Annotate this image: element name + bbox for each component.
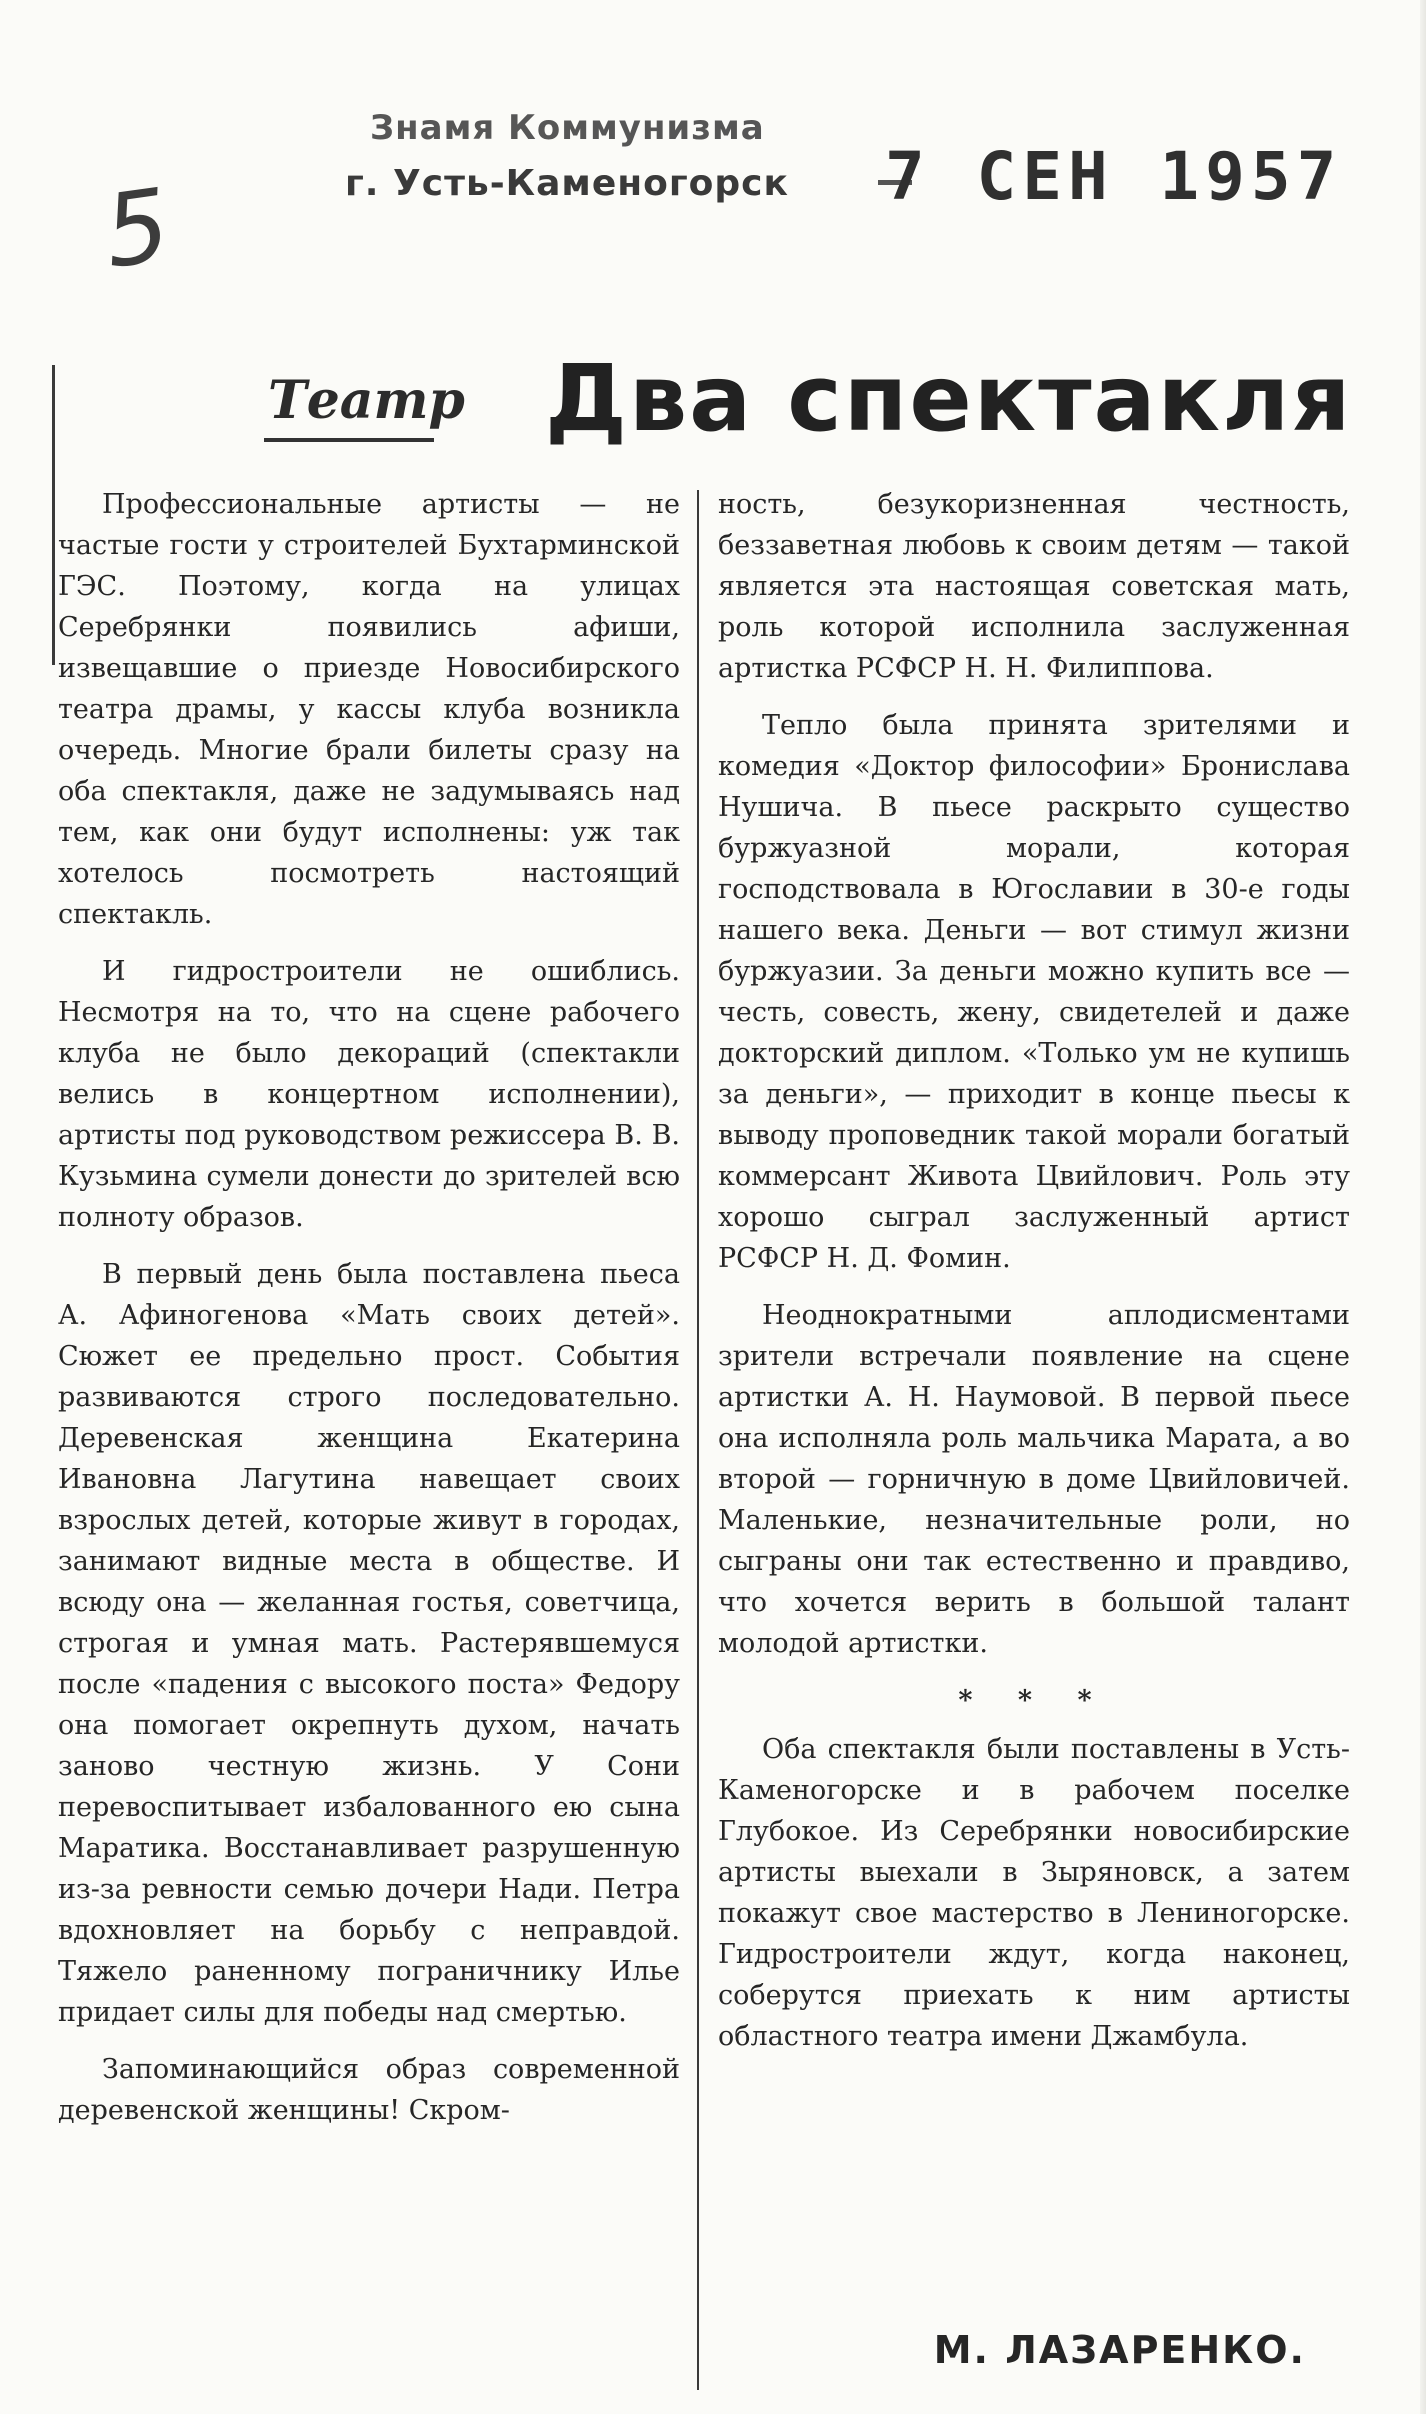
paragraph: Профессиональные артисты — не частые гости у строителей Бухтарминской ГЭС. Поэтому, когда на улицах Серебрянки появились афиши, извещавшие о приезде Новосибирского театра драмы, у кассы клуба возникла очередь. Многие брали билеты сразу на оба спектакля, даже не задумываясь над тем, как они будут исполнены: уж так хотелось посмотреть настоящий спектакль. [58,489,680,930]
rubric-label: Театр [268,370,465,431]
column-divider [697,490,699,2390]
page-edge [1420,0,1426,2414]
section-separator: * * * [958,1685,1110,1716]
left-margin-rule [52,365,55,665]
newspaper-name-stamp: Знамя Коммунизма [370,108,765,148]
date-stamp: 7 СЕН 1957 [885,138,1343,215]
right-column [718,484,1350,2073]
author-signature: М. ЛАЗАРЕНКО. [933,2328,1306,2372]
paragraph-continuation: ность, безукоризненная честность, беззаветная любовь к своим детям — такой является эта настоящая советская мать, роль которой исполнила заслуженная артистка РСФСР Н. Н. Филиппова. [718,489,1350,684]
rubric-underline [264,438,434,442]
left-column [58,484,680,2147]
paragraph: В первый день была поставлена пьеса А. Афиногенова «Мать своих детей». Сюжет ее предельно прост. События развиваются строго последовательно. Деревенская женщина Екатерина Ивановна Лагутина навещает своих взрослых детей, которые живут в городах, занимают видные места в обществе. И всюду она — желанная гостья, советчица, строгая и умная мать. Растерявшемуся после «падения с высокого поста» Федору она помогает окрепнуть духом, начать заново честную жизнь. У Сони перевоспитывает избалованного ею сына Маратика. Восстанавливает разрушенную из-за ревности семью дочери Нади. Петра вдохновляет на борьбу с неправдой. Тяжело раненному пограничнику Илье придает силы для победы над смертью. [58,1259,680,2028]
paragraph: И гидростроители не ошиблись. Несмотря на то, что на сцене рабочего клуба не было декораций (спектакли велись в концертном исполнении), артисты под руководством режиссера В. В. Кузьмина сумели донести до зрителей всю полноту образов. [58,956,680,1233]
article-headline: Два спектакля [545,345,1353,452]
paragraph: Тепло была принята зрителями и комедия «Доктор философии» Бронислава Нушича. В пьесе раскрыто существо буржуазной морали, которая господствовала в Югославии в 30-е годы нашего века. Деньги — вот стимул жизни буржуазии. За деньги можно купить все — честь, совесть, жену, свидетелей и даже докторский диплом. «Только ум не купишь за деньги», — приходит в конце пьесы к выводу проповедник такой морали богатый коммерсант Живота Цвийлович. Роль эту хорошо сыграл заслуженный артист РСФСР Н. Д. Фомин. [718,710,1350,1274]
paragraph: Запоминающийся образ современной деревенской женщины! Скром- [58,2054,680,2126]
paragraph: Неоднократными аплодисментами зрители встречали появление на сцене артистки А. Н. Наумовой. В первой пьесе она исполняла роль мальчика Марата, а во второй — горничную в доме Цвийловичей. Маленькие, незначительные роли, но сыграны они так естественно и правдиво, что хочется верить в большой талант молодой артистки. [718,1300,1350,1659]
city-stamp: г. Усть-Каменогорск [345,163,789,204]
archive-handwritten-mark: 5 [97,166,177,291]
closing-paragraph: Оба спектакля были поставлены в Усть-Каменогорске и в рабочем поселке Глубокое. Из Серебрянки новосибирские артисты выехали в Зыряновск, а затем покажут свое мастерство в Лениногорске. Гидростроители ждут, когда наконец, соберутся приехать к ним артисты областного театра имени Джамбула. [718,1734,1350,2052]
